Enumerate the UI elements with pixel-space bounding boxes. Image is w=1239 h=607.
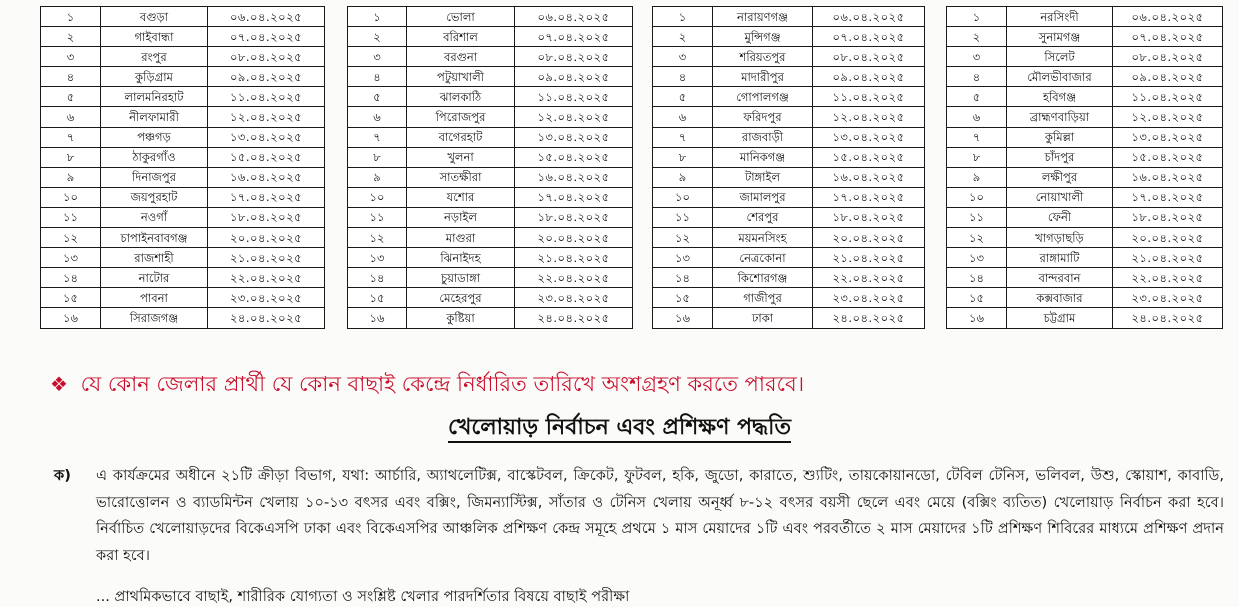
date-cell: ০৬.০৪.২০২৫: [813, 7, 925, 27]
table-row: [653, 308, 925, 328]
table-row: [653, 27, 925, 47]
date-cell: ১৬.০৪.২০২৫: [515, 167, 633, 187]
serial-cell: ২: [947, 27, 1007, 47]
table-row: [348, 207, 633, 227]
date-cell: ০৮.০৪.২০২৫: [208, 47, 325, 67]
serial-cell: ১৫: [947, 288, 1007, 308]
date-cell: ০৬.০৪.২০২৫: [515, 7, 633, 27]
district-cell: বরিশাল: [407, 27, 515, 47]
serial-cell: ৩: [348, 47, 407, 67]
district-cell: কিশোরগঞ্জ: [713, 268, 813, 288]
table-row: [348, 248, 633, 268]
date-cell: ২৪.০৪.২০২৫: [813, 308, 925, 328]
date-cell: ১৩.০৪.২০২৫: [208, 127, 325, 147]
district-cell: মৌলভীবাজার: [1007, 67, 1113, 87]
district-cell: খাগড়াছড়ি: [1007, 228, 1113, 248]
paragraph-ka: [54, 463, 1224, 569]
table-row: [41, 268, 325, 288]
date-cell: ১৮.০৪.২০২৫: [208, 207, 325, 227]
table-row: [947, 308, 1223, 328]
table-row: [653, 228, 925, 248]
table-row: [348, 147, 633, 167]
section-heading: [0, 410, 1239, 447]
table-row: [653, 288, 925, 308]
district-cell: টাঙ্গাইল: [713, 167, 813, 187]
district-cell: গাইবান্ধা: [101, 27, 208, 47]
district-cell: গাজীপুর: [713, 288, 813, 308]
table-row: [653, 107, 925, 127]
serial-cell: ৫: [947, 87, 1007, 107]
district-cell: জামালপুর: [713, 187, 813, 207]
district-cell: সিলেট: [1007, 47, 1113, 67]
district-cell: পাবনা: [101, 288, 208, 308]
table-row: [41, 87, 325, 107]
serial-cell: ৬: [947, 107, 1007, 127]
district-cell: নোয়াখালী: [1007, 187, 1113, 207]
district-cell: নাটোর: [101, 268, 208, 288]
date-cell: ২১.০৪.২০২৫: [1113, 248, 1223, 268]
district-cell: ঢাকা: [713, 308, 813, 328]
table-row: [653, 7, 925, 27]
serial-cell: ৬: [348, 107, 407, 127]
table-row: [41, 167, 325, 187]
date-cell: ২৩.০৪.২০২৫: [208, 288, 325, 308]
table-row: [947, 127, 1223, 147]
table-row: [947, 87, 1223, 107]
serial-cell: ১: [947, 7, 1007, 27]
date-cell: ২৩.০৪.২০২৫: [515, 288, 633, 308]
table-row: [947, 107, 1223, 127]
date-cell: ২৩.০৪.২০২৫: [813, 288, 925, 308]
table-row: [348, 308, 633, 328]
district-cell: হবিগঞ্জ: [1007, 87, 1113, 107]
date-cell: ১১.০৪.২০২৫: [208, 87, 325, 107]
district-table-2-body: [348, 7, 633, 329]
district-table-4: [946, 6, 1223, 329]
table-row: [947, 167, 1223, 187]
date-cell: ২২.০৪.২০২৫: [208, 268, 325, 288]
date-cell: ০৭.০৪.২০২৫: [208, 27, 325, 47]
table-row: [947, 228, 1223, 248]
table-row: [653, 127, 925, 147]
table-row: [653, 268, 925, 288]
serial-cell: ৭: [653, 127, 713, 147]
district-cell: রাজশাহী: [101, 248, 208, 268]
district-table-4-body: [947, 7, 1223, 329]
serial-cell: ৩: [653, 47, 713, 67]
serial-cell: ১৩: [947, 248, 1007, 268]
serial-cell: ৪: [348, 67, 407, 87]
district-cell: কক্সবাজার: [1007, 288, 1113, 308]
date-cell: ১৩.০৪.২০২৫: [1113, 127, 1223, 147]
table-row: [947, 187, 1223, 207]
serial-cell: ১৩: [348, 248, 407, 268]
district-cell: বান্দরবান: [1007, 268, 1113, 288]
date-cell: ১১.০৪.২০২৫: [1113, 87, 1223, 107]
serial-cell: ১৬: [41, 308, 101, 328]
district-cell: বরগুনা: [407, 47, 515, 67]
table-row: [41, 47, 325, 67]
district-cell: শেরপুর: [713, 207, 813, 227]
serial-cell: ১৪: [41, 268, 101, 288]
serial-cell: ২: [348, 27, 407, 47]
serial-cell: ৮: [348, 147, 407, 167]
table-row: [348, 187, 633, 207]
table-row: [653, 87, 925, 107]
district-cell: রাঙ্গামাটি: [1007, 248, 1113, 268]
table-row: [947, 147, 1223, 167]
serial-cell: ১: [348, 7, 407, 27]
serial-cell: ১৫: [41, 288, 101, 308]
district-cell: ঝিনাইদহ: [407, 248, 515, 268]
district-cell: কুমিল্লা: [1007, 127, 1113, 147]
table-row: [348, 268, 633, 288]
serial-cell: ৯: [348, 167, 407, 187]
date-cell: ২৪.০৪.২০২৫: [1113, 308, 1223, 328]
district-cell: মাগুরা: [407, 228, 515, 248]
table-row: [947, 268, 1223, 288]
serial-cell: ৪: [947, 67, 1007, 87]
date-cell: ১৬.০৪.২০২৫: [208, 167, 325, 187]
date-cell: ১৫.০৪.২০২৫: [813, 147, 925, 167]
district-cell: চট্টগ্রাম: [1007, 308, 1113, 328]
district-cell: মেহেরপুর: [407, 288, 515, 308]
table-row: [653, 207, 925, 227]
district-cell: নরসিংদী: [1007, 7, 1113, 27]
table-row: [348, 27, 633, 47]
table-row: [653, 248, 925, 268]
district-cell: পটুয়াখালী: [407, 67, 515, 87]
date-cell: ১৩.০৪.২০২৫: [813, 127, 925, 147]
serial-cell: ১২: [41, 228, 101, 248]
date-cell: ১২.০৪.২০২৫: [813, 107, 925, 127]
district-cell: বাগেরহাট: [407, 127, 515, 147]
serial-cell: ৮: [947, 147, 1007, 167]
date-cell: ১৫.০৪.২০২৫: [208, 147, 325, 167]
date-cell: ০৯.০৪.২০২৫: [515, 67, 633, 87]
district-cell: মুন্সিগঞ্জ: [713, 27, 813, 47]
paragraph-text: এ কার্যক্রমের অধীনে ২১টি ক্রীড়া বিভাগ, যথা: আর্চারি, অ্যাথলেটিক্স, বাস্কেটবল, ক্রিকেট, ফুটবল, হকি, জুডো, কারাতে, শ্যুটিং, তায়কোয়ানডো, টেবিল টেনিস, ভলিবল, উশু, স্কোয়াশ, কাবাডি, ভারোত্তোলন ও ব্যাডমিন্টন খেলায় ১০-১৩ বৎসর এবং বক্সিং, জিমন্যাস্টিক্স, সাঁতার ও টেনিস খেলায় অনূর্ধ্ব ৮-১২ বৎসর বয়সী ছেলে এবং মেয়ে (বক্সিং ব্যতিত) খেলোয়াড় নির্বাচন করা হবে। নির্বাচিত খেলোয়াড়দের বিকেএসপি ঢাকা এবং বিকেএসপির আঞ্চলিক প্রশিক্ষণ কেন্দ্র সমূহে প্রথমে ১ মাস মেয়াদের ১টি এবং পরবর্তীতে ২ মাস মেয়াদের ১টি প্রশিক্ষণ শিবিরের মাধ্যমে প্রশিক্ষণ প্রদান করা হবে।: [96, 467, 1224, 564]
district-cell: দিনাজপুর: [101, 167, 208, 187]
date-cell: ২১.০৪.২০২৫: [208, 248, 325, 268]
table-row: [348, 7, 633, 27]
district-cell: লক্ষীপুর: [1007, 167, 1113, 187]
district-cell: চাঁদপুর: [1007, 147, 1113, 167]
serial-cell: ১৪: [653, 268, 713, 288]
serial-cell: ৭: [947, 127, 1007, 147]
date-cell: ২০.০৪.২০২৫: [1113, 228, 1223, 248]
date-cell: ১৫.০৪.২০২৫: [515, 147, 633, 167]
table-row: [41, 207, 325, 227]
district-cell: খুলনা: [407, 147, 515, 167]
date-cell: ০৬.০৪.২০২৫: [1113, 7, 1223, 27]
date-cell: ১৮.০৪.২০২৫: [813, 207, 925, 227]
date-cell: ২০.০৪.২০২৫: [208, 228, 325, 248]
serial-cell: ৭: [348, 127, 407, 147]
district-cell: নারায়ণগঞ্জ: [713, 7, 813, 27]
district-cell: কুড়িগ্রাম: [101, 67, 208, 87]
district-cell: ময়মনসিংহ: [713, 228, 813, 248]
table-row: [653, 67, 925, 87]
serial-cell: ১: [41, 7, 101, 27]
district-cell: সাতক্ষীরা: [407, 167, 515, 187]
table-row: [947, 288, 1223, 308]
date-cell: ১২.০৪.২০২৫: [515, 107, 633, 127]
date-cell: ০৭.০৪.২০২৫: [1113, 27, 1223, 47]
table-row: [41, 308, 325, 328]
district-cell: মানিকগঞ্জ: [713, 147, 813, 167]
date-cell: ২২.০৪.২০২৫: [515, 268, 633, 288]
table-row: [947, 27, 1223, 47]
serial-cell: ৪: [653, 67, 713, 87]
serial-cell: ৬: [653, 107, 713, 127]
date-cell: ২০.০৪.২০২৫: [813, 228, 925, 248]
district-cell: নওগাঁ: [101, 207, 208, 227]
district-cell: রংপুর: [101, 47, 208, 67]
date-cell: ০৭.০৪.২০২৫: [813, 27, 925, 47]
serial-cell: ১৬: [947, 308, 1007, 328]
serial-cell: ৮: [653, 147, 713, 167]
district-cell: ভোলা: [407, 7, 515, 27]
section-heading-text: খেলোয়াড় নির্বাচন এবং প্রশিক্ষণ পদ্ধতি: [448, 415, 791, 443]
date-cell: ২২.০৪.২০২৫: [1113, 268, 1223, 288]
date-cell: ১২.০৪.২০২৫: [1113, 107, 1223, 127]
district-cell: বগুড়া: [101, 7, 208, 27]
serial-cell: ১১: [348, 207, 407, 227]
serial-cell: ১২: [653, 228, 713, 248]
table-row: [348, 288, 633, 308]
date-cell: ০৬.০৪.২০২৫: [208, 7, 325, 27]
date-cell: ০৮.০৪.২০২৫: [813, 47, 925, 67]
table-row: [348, 67, 633, 87]
district-table-3-body: [653, 7, 925, 329]
district-cell: কুষ্টিয়া: [407, 308, 515, 328]
district-cell: সিরাজগঞ্জ: [101, 308, 208, 328]
serial-cell: ১১: [947, 207, 1007, 227]
date-cell: ১৬.০৪.২০২৫: [813, 167, 925, 187]
date-cell: ০৯.০৪.২০২৫: [813, 67, 925, 87]
date-cell: ১৭.০৪.২০২৫: [813, 187, 925, 207]
district-cell: ব্রাহ্মণবাড়িয়া: [1007, 107, 1113, 127]
serial-cell: ৬: [41, 107, 101, 127]
date-cell: ২১.০৪.২০২৫: [515, 248, 633, 268]
date-cell: ২৩.০৪.২০২৫: [1113, 288, 1223, 308]
table-row: [653, 187, 925, 207]
date-cell: ০৯.০৪.২০২৫: [1113, 67, 1223, 87]
date-cell: ১৫.০৪.২০২৫: [1113, 147, 1223, 167]
table-row: [348, 47, 633, 67]
serial-cell: ৫: [653, 87, 713, 107]
date-cell: ২৪.০৪.২০২৫: [515, 308, 633, 328]
date-cell: ১২.০৪.২০২৫: [208, 107, 325, 127]
district-cell: যশোর: [407, 187, 515, 207]
district-table-3: [652, 6, 925, 329]
table-row: [947, 207, 1223, 227]
serial-cell: ১২: [947, 228, 1007, 248]
date-cell: ০৭.০৪.২০২৫: [515, 27, 633, 47]
serial-cell: ৯: [41, 167, 101, 187]
date-cell: ২০.০৪.২০২৫: [515, 228, 633, 248]
serial-cell: ৫: [41, 87, 101, 107]
serial-cell: ৮: [41, 147, 101, 167]
serial-cell: ১৫: [653, 288, 713, 308]
district-table-1-body: [41, 7, 325, 329]
serial-cell: ১১: [653, 207, 713, 227]
date-cell: ১৭.০৪.২০২৫: [208, 187, 325, 207]
serial-cell: ৭: [41, 127, 101, 147]
table-row: [947, 67, 1223, 87]
serial-cell: ১০: [41, 187, 101, 207]
table-row: [41, 27, 325, 47]
serial-cell: ১৪: [947, 268, 1007, 288]
district-cell: পঞ্চগড়: [101, 127, 208, 147]
table-row: [41, 67, 325, 87]
serial-cell: ৩: [947, 47, 1007, 67]
table-row: [41, 147, 325, 167]
serial-cell: ৯: [653, 167, 713, 187]
date-cell: ২২.০৪.২০২৫: [813, 268, 925, 288]
serial-cell: ৪: [41, 67, 101, 87]
district-cell: ঝালকাঠি: [407, 87, 515, 107]
date-cell: ১১.০৪.২০২৫: [813, 87, 925, 107]
table-row: [41, 187, 325, 207]
district-cell: রাজবাড়ী: [713, 127, 813, 147]
district-cell: চাপাইনবাবগঞ্জ: [101, 228, 208, 248]
table-row: [348, 228, 633, 248]
district-cell: নড়াইল: [407, 207, 515, 227]
table-row: [41, 107, 325, 127]
date-cell: ০৮.০৪.২০২৫: [515, 47, 633, 67]
date-cell: ০৯.০৪.২০২৫: [208, 67, 325, 87]
date-cell: ২১.০৪.২০২৫: [813, 248, 925, 268]
table-row: [41, 228, 325, 248]
date-cell: ১৭.০৪.২০২৫: [1113, 187, 1223, 207]
district-cell: ফরিদপুর: [713, 107, 813, 127]
district-cell: ফেনী: [1007, 207, 1113, 227]
table-row: [947, 7, 1223, 27]
date-cell: ১৮.০৪.২০২৫: [1113, 207, 1223, 227]
eligibility-note: [50, 368, 1230, 403]
district-cell: পিরোজপুর: [407, 107, 515, 127]
serial-cell: ১৪: [348, 268, 407, 288]
paragraph-marker: ক): [54, 467, 71, 484]
serial-cell: ১০: [947, 187, 1007, 207]
table-row: [41, 127, 325, 147]
table-row: [947, 47, 1223, 67]
serial-cell: ১০: [348, 187, 407, 207]
district-cell: মাদারীপুর: [713, 67, 813, 87]
serial-cell: ১৬: [348, 308, 407, 328]
date-cell: ১৮.০৪.২০২৫: [515, 207, 633, 227]
serial-cell: ১২: [348, 228, 407, 248]
serial-cell: ১১: [41, 207, 101, 227]
district-cell: ঠাকুরগাঁও: [101, 147, 208, 167]
serial-cell: ২: [41, 27, 101, 47]
table-row: [348, 167, 633, 187]
district-cell: লালমনিরহাট: [101, 87, 208, 107]
paragraph-kha-partial: ... প্রাথমিকভাবে বাছাই, শারীরিক যোগ্যতা ও সংশ্লিষ্ট খেলার পারদর্শিতার বিষয়ে বাছাই পরীক্ষা: [96, 588, 630, 605]
district-cell: সুনামগঞ্জ: [1007, 27, 1113, 47]
table-row: [41, 248, 325, 268]
date-cell: ২৪.০৪.২০২৫: [208, 308, 325, 328]
district-cell: গোপালগঞ্জ: [713, 87, 813, 107]
table-row: [348, 107, 633, 127]
date-cell: ১৭.০৪.২০২৫: [515, 187, 633, 207]
district-cell: শরিয়তপুর: [713, 47, 813, 67]
serial-cell: ১৬: [653, 308, 713, 328]
date-cell: ১৩.০৪.২০২৫: [515, 127, 633, 147]
table-row: [41, 7, 325, 27]
table-row: [947, 248, 1223, 268]
serial-cell: ৫: [348, 87, 407, 107]
district-cell: নেত্রকোনা: [713, 248, 813, 268]
table-row: [348, 87, 633, 107]
serial-cell: ১৫: [348, 288, 407, 308]
table-row: [653, 147, 925, 167]
district-cell: চুয়াডাঙ্গা: [407, 268, 515, 288]
table-row: [41, 288, 325, 308]
date-cell: ১১.০৪.২০২৫: [515, 87, 633, 107]
eligibility-note-text: যে কোন জেলার প্রার্থী যে কোন বাছাই কেন্দ্রে নির্ধারিত তারিখে অংশগ্রহণ করতে পারবে।: [80, 372, 805, 396]
district-table-1: [40, 6, 325, 329]
table-row: [653, 167, 925, 187]
district-table-2: [347, 6, 633, 329]
serial-cell: ৯: [947, 167, 1007, 187]
district-cell: জয়পুরহাট: [101, 187, 208, 207]
serial-cell: ১: [653, 7, 713, 27]
district-cell: নীলফামারী: [101, 107, 208, 127]
serial-cell: ১৩: [653, 248, 713, 268]
date-cell: ১৬.০৪.২০২৫: [1113, 167, 1223, 187]
serial-cell: ২: [653, 27, 713, 47]
table-row: [653, 47, 925, 67]
date-cell: ০৮.০৪.২০২৫: [1113, 47, 1223, 67]
serial-cell: ১০: [653, 187, 713, 207]
diamond-bullet-icon: ❖: [50, 372, 68, 396]
serial-cell: ১৩: [41, 248, 101, 268]
serial-cell: ৩: [41, 47, 101, 67]
table-row: [348, 127, 633, 147]
